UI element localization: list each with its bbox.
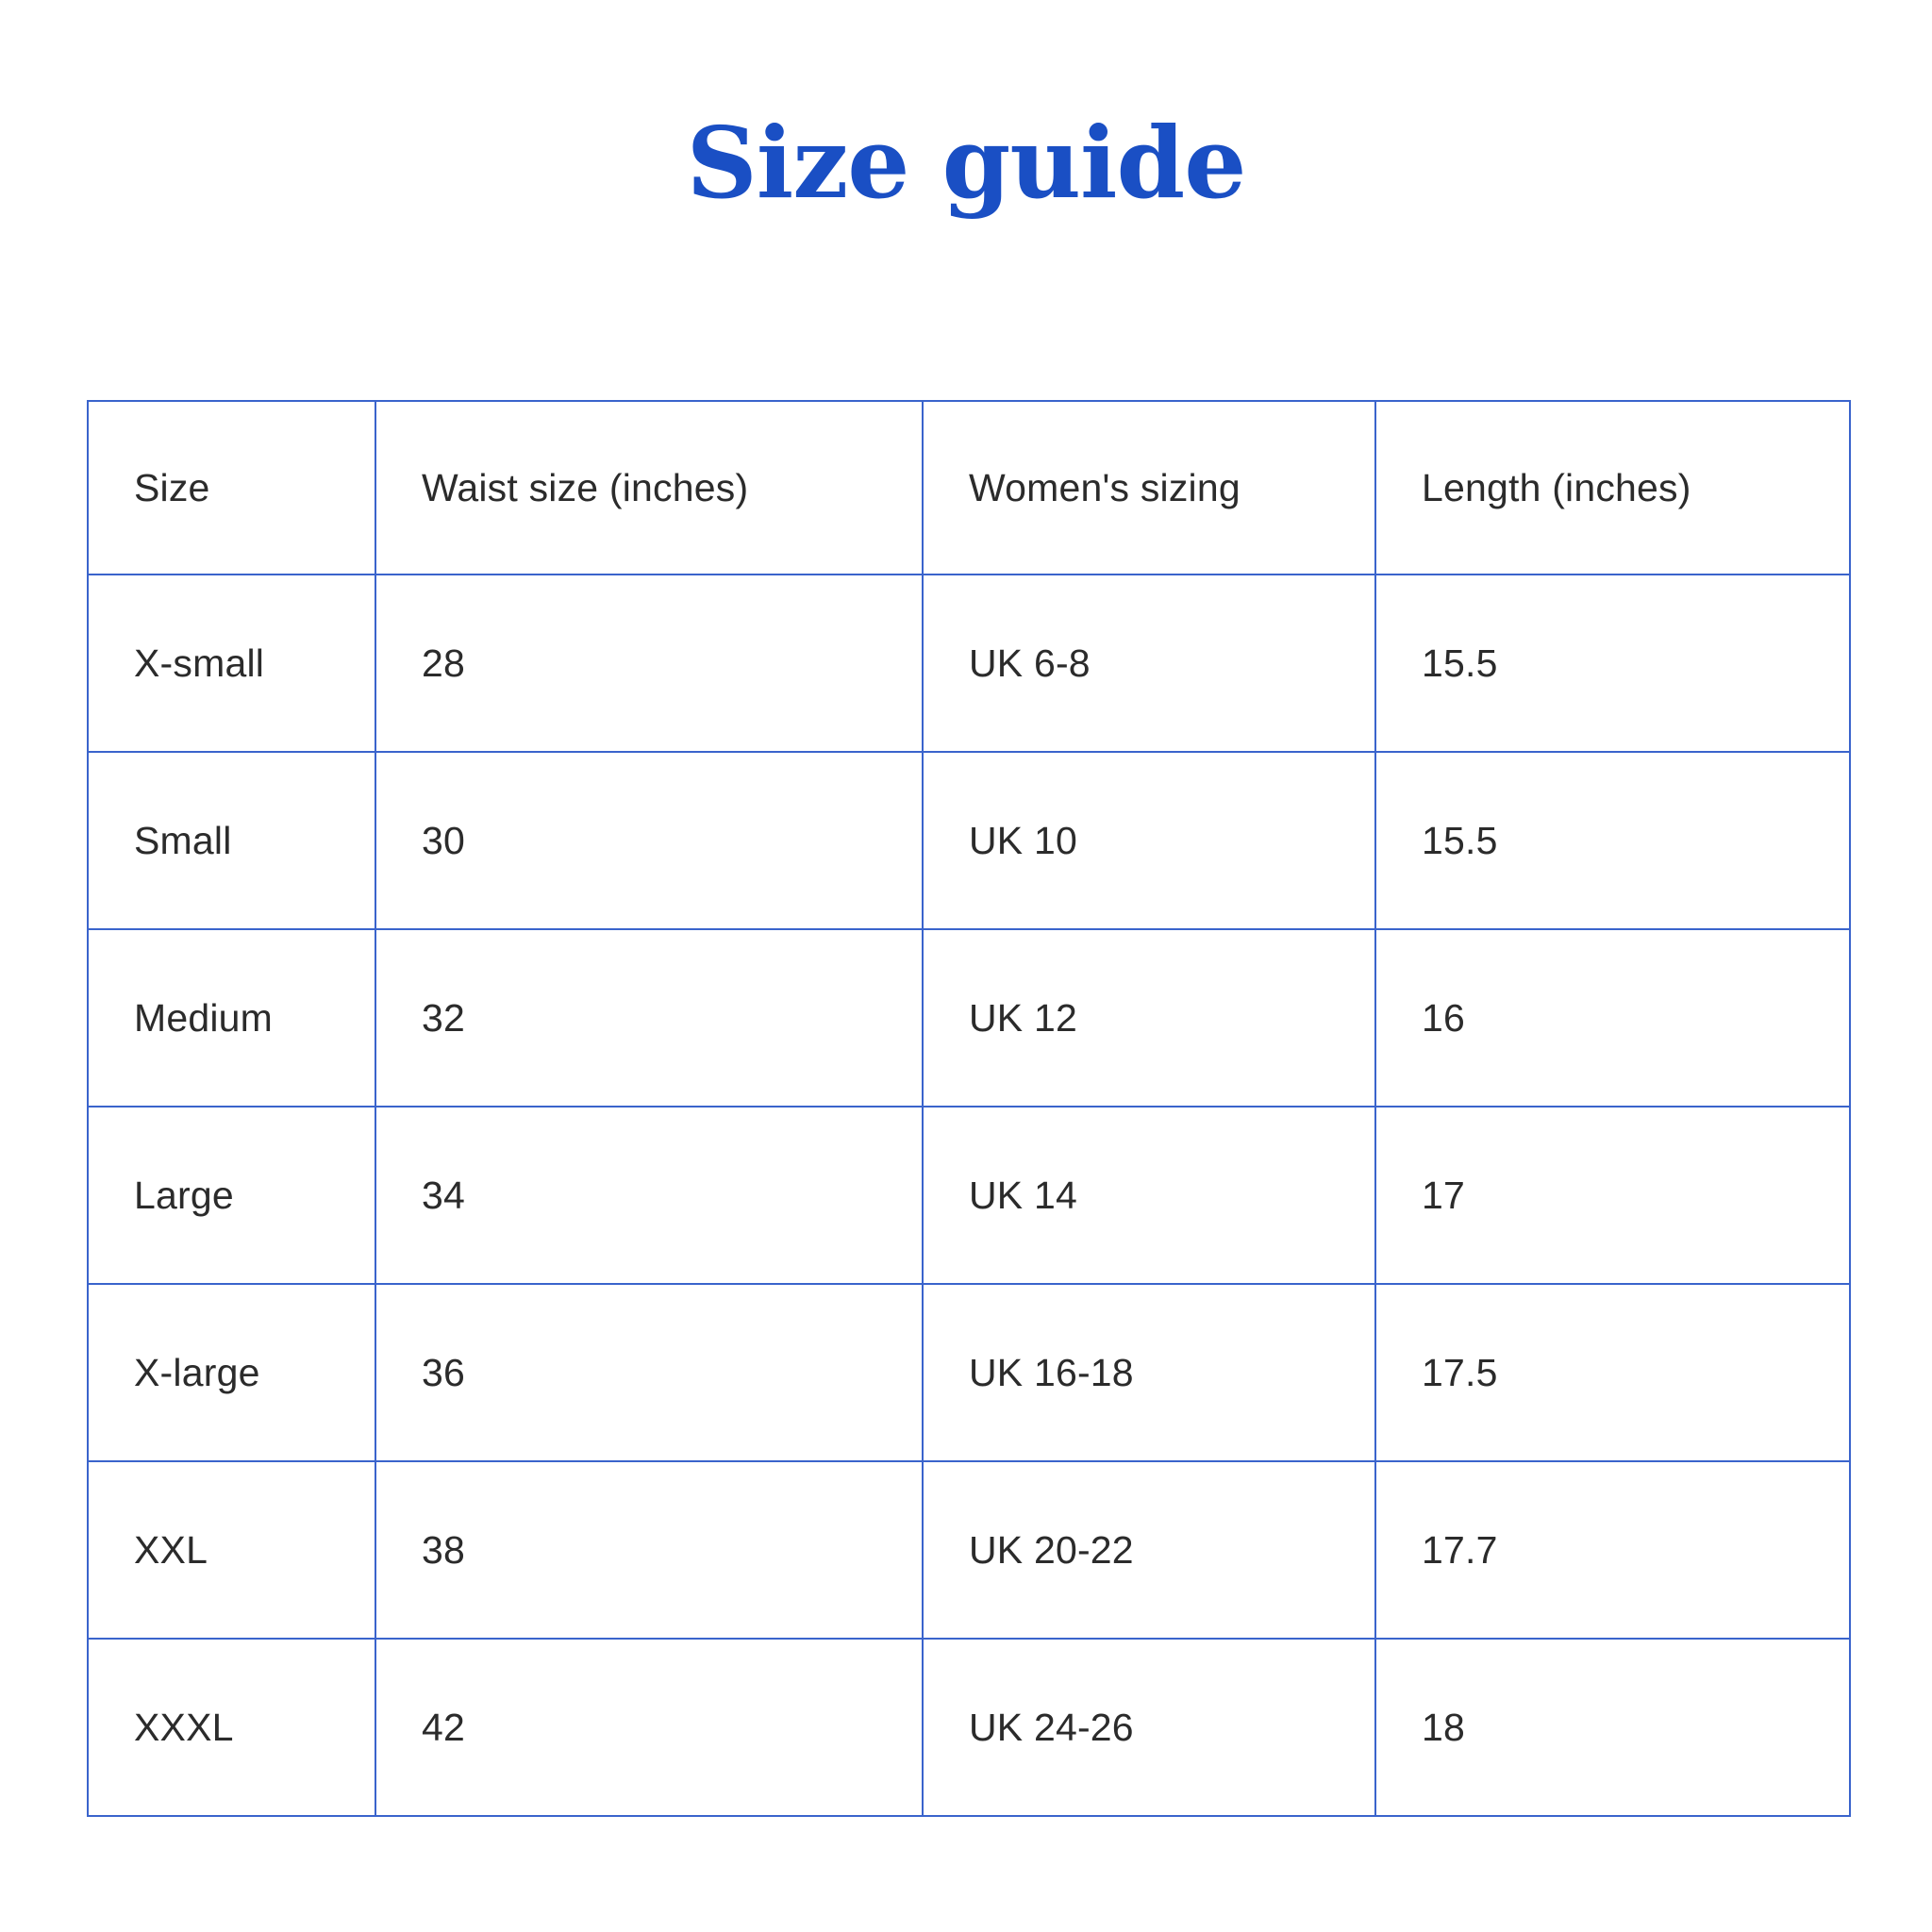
cell-length: 16 [1375, 929, 1850, 1107]
cell-womens-sizing: UK 20-22 [923, 1461, 1375, 1639]
table-row [88, 752, 1850, 929]
cell-womens-sizing: UK 14 [923, 1107, 1375, 1284]
cell-womens-sizing: UK 16-18 [923, 1284, 1375, 1461]
table-row [88, 1639, 1850, 1816]
cell-womens-sizing: UK 6-8 [923, 575, 1375, 752]
cell-size: X-small [88, 575, 375, 752]
cell-womens-sizing: UK 12 [923, 929, 1375, 1107]
size-guide-table-wrapper [87, 400, 1849, 1817]
cell-waist-size: 38 [375, 1461, 923, 1639]
cell-length: 15.5 [1375, 752, 1850, 929]
cell-waist-size: 30 [375, 752, 923, 929]
column-header-size: Size [88, 401, 375, 575]
cell-size: Medium [88, 929, 375, 1107]
column-header-waist-size: Waist size (inches) [375, 401, 923, 575]
table-row [88, 1107, 1850, 1284]
cell-length: 18 [1375, 1639, 1850, 1816]
cell-waist-size: 36 [375, 1284, 923, 1461]
cell-waist-size: 34 [375, 1107, 923, 1284]
cell-waist-size: 28 [375, 575, 923, 752]
table-row [88, 1284, 1850, 1461]
cell-size: Small [88, 752, 375, 929]
cell-womens-sizing: UK 10 [923, 752, 1375, 929]
cell-size: XXL [88, 1461, 375, 1639]
cell-length: 15.5 [1375, 575, 1850, 752]
table-header [88, 401, 1850, 575]
column-header-womens-sizing: Women's sizing [923, 401, 1375, 575]
cell-waist-size: 42 [375, 1639, 923, 1816]
cell-length: 17 [1375, 1107, 1850, 1284]
table-row [88, 575, 1850, 752]
size-guide-table [87, 400, 1851, 1817]
cell-size: XXXL [88, 1639, 375, 1816]
cell-size: Large [88, 1107, 375, 1284]
table-row [88, 1461, 1850, 1639]
page-title: Size guide [686, 105, 1246, 221]
cell-size: X-large [88, 1284, 375, 1461]
cell-length: 17.5 [1375, 1284, 1850, 1461]
column-header-length: Length (inches) [1375, 401, 1850, 575]
cell-length: 17.7 [1375, 1461, 1850, 1639]
table-header-row [88, 401, 1850, 575]
cell-womens-sizing: UK 24-26 [923, 1639, 1375, 1816]
cell-waist-size: 32 [375, 929, 923, 1107]
table-row [88, 929, 1850, 1107]
table-body [88, 575, 1850, 1816]
